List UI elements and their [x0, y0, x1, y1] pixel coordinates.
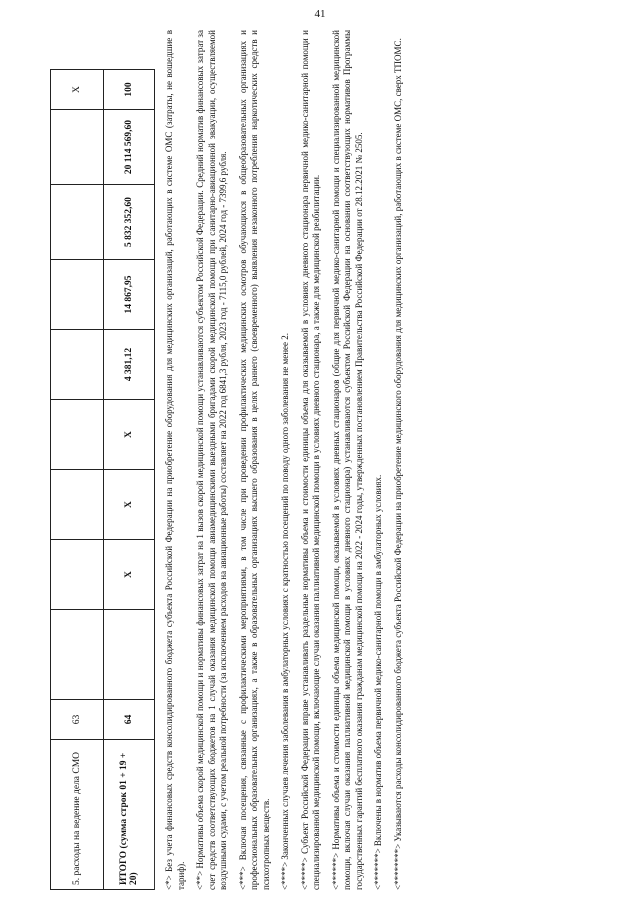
table-cell: [51, 260, 104, 330]
footnote: <****> Законченных случаев лечения заболевания в амбулаторных условиях с кратностью посещений по поводу одного заболевания не менее 2.: [280, 332, 290, 890]
summary-table: [50, 69, 155, 890]
table-cell: [51, 610, 104, 700]
row-line-number: 64: [104, 700, 155, 740]
row-line-number: 63: [51, 700, 104, 740]
table-cell: [51, 185, 104, 260]
footnote: <******> Нормативы объема и стоимости единицы объема медицинской помощи, оказываемой в условиях дневных стационаров (общие для первичной медико-санитарной помощи и специализированной медицинской помощи, включая случаи оказания паллиативной медицинской помощи в условиях дневного стационара) устанавливаются субъектом Российской Федерации на основании соответствующих нормативов Программы государственных гарантий бесплатного оказания гражданам медицинской помощи на 2022 - 2024 годы, утвержденных постановлением Правительства Российской Федерации от 28.12.2021 № 2505.: [330, 30, 364, 890]
table-cell: [51, 330, 104, 400]
table-cell: 4 381,12: [104, 330, 155, 400]
table-cell: Х: [104, 540, 155, 610]
table-row: [104, 70, 155, 890]
table-cell: 20 114 569,60: [104, 110, 155, 185]
table-cell: Х: [51, 70, 104, 110]
table-cell: [51, 400, 104, 470]
footnote: <*****> Субъект Российской Федерации вправе устанавливать раздельные нормативы объема и стоимости единицы объема для оказываемой в условиях дневного стационара первичной медико-санитарной помощи и специализированной медицинской помощи, включающие случаи оказания паллиативной медицинской помощи в условиях дневного стационара, а также для медицинской реабилитации.: [299, 30, 321, 890]
row-label: 5. расходы на ведение дела СМО: [51, 740, 104, 890]
footnote: <*> Без учета финансовых средств консолидированного бюджета субъекта Российской Федерации на приобретение оборудования для медицинских организаций, работающих в системе ОМС (затраты, не вошедшие в тариф).: [164, 30, 186, 890]
footnote: <***> Включая посещения, связанные с профилактическими мероприятиями, в том числе при проведении профилактических медицинских осмотров обучающихся в общеобразовательных организациях и профессиональных образовательных организациях, а также в образовательных организациях высшего образования в целях раннего (своевременного) выявления незаконного потребления наркотических средств и психотропных веществ.: [237, 30, 271, 890]
page-number: 41: [314, 8, 326, 20]
footnote-separator: [154, 840, 155, 890]
table-row: [51, 70, 104, 890]
table-cell: [104, 610, 155, 700]
footnote: <********> Указываются расходы консолидированного бюджета субъекта Российской Федерации на приобретение медицинского оборудования для медицинских организаций, работающих в системе ОМС, сверх ТПОМС.: [392, 38, 403, 890]
table-cell: Х: [104, 400, 155, 470]
table-cell: 14 867,95: [104, 260, 155, 330]
table-cell: [51, 110, 104, 185]
rotated-content: [50, 15, 580, 890]
table-cell: Х: [104, 470, 155, 540]
table-cell: [51, 540, 104, 610]
footnote: <**> Нормативы объема скорой медицинской помощи и нормативы финансовых затрат на 1 вызов скорой медицинской помощи устанавливаются субъектом Российской Федерации. Средний норматив финансовых затрат за счет средств соответствующих бюджетов на 1 случай оказания медицинской помощи авиамедицинскими выездными бригадами скорой медицинской помощи при санитарно-авиационной эвакуации, осуществляемой воздушными судами, с учетом реальной потребности (за исключением расходов на авиационные работы) составляет на 2022 год 6841,3 рубля, 2023 год - 7115,0 рублей, 2024 год - 7399,6 рубля.: [195, 30, 228, 890]
table-cell: 100: [104, 70, 155, 110]
table-cell: 5 832 352,60: [104, 185, 155, 260]
row-label: ИТОГО (сумма строк 01 + 19 + 20): [104, 740, 155, 890]
footnotes: [164, 30, 412, 890]
table-cell: [51, 470, 104, 540]
footnote: <*******> Включены в норматив объема первичной медико-санитарной помощи в амбулаторных условиях.: [373, 474, 383, 890]
